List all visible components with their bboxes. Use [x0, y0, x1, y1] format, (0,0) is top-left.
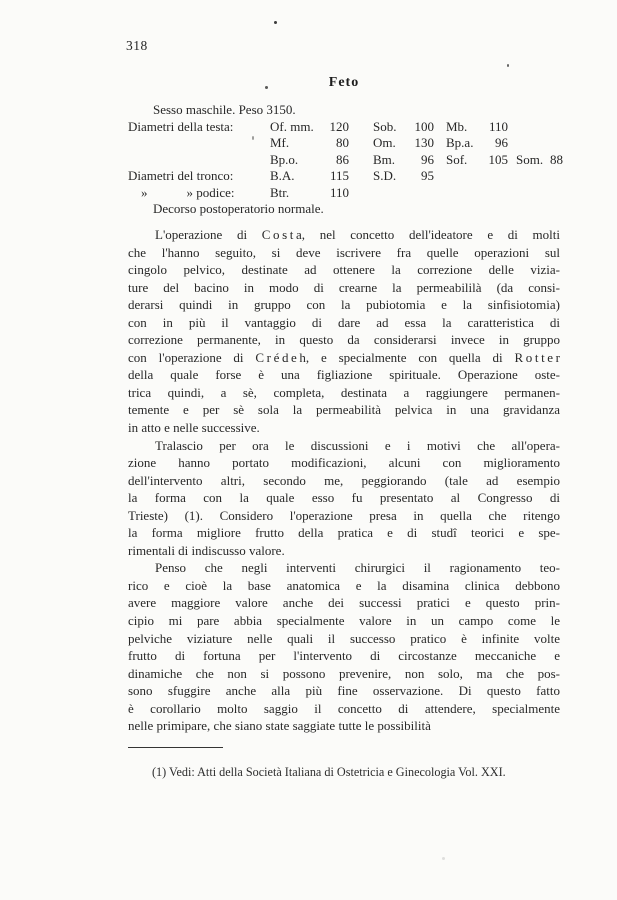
- measurement-cell: 95: [421, 168, 434, 183]
- text-line: è corollario molto saggio il concetto di attendere, specialmente: [128, 700, 560, 716]
- measurement-cell: Bp.o.: [270, 151, 299, 167]
- text-line: ture del bacino in modo di crearne la permeabililà (da consi-: [128, 279, 560, 295]
- measurement-cell: [516, 185, 548, 202]
- case-measurements: [128, 102, 588, 218]
- measurement-cell: Bm.: [373, 151, 396, 167]
- measurement-cell: Diametri del tronco:: [128, 168, 234, 183]
- measurement-cell: 86: [336, 151, 349, 167]
- measurement-cell: [128, 135, 270, 152]
- measurement-cell: 105: [488, 151, 508, 167]
- text-line: dinamiche che non si possono prevenire, non solo, ma che pos-: [128, 665, 560, 681]
- scan-speck: [274, 21, 277, 24]
- measurement-row: [128, 185, 588, 202]
- text-line: derarsi quindi in gruppo con la pubiotomia e la sinfisiotomia): [128, 297, 560, 313]
- measurement-cell: Sof.: [446, 151, 468, 167]
- measurement-cell: 80: [336, 135, 349, 150]
- text-line: la forma migliore frutto della pratica e di studî teorici e spe-: [128, 525, 560, 541]
- measurement-cell: Of. mm.: [270, 118, 314, 134]
- measurement-cell: Mf.: [270, 135, 290, 150]
- measurement-cell: » » podice:: [128, 184, 235, 200]
- measurement-cell: [548, 119, 563, 136]
- paragraph: [128, 226, 560, 437]
- measurement-row: [128, 152, 588, 169]
- footnote-citation: (1) Vedi: Atti della Società Italiana di Ostetricia e Ginecologia Vol. XXI.: [152, 765, 506, 779]
- measurement-cell: [446, 185, 487, 202]
- scan-speck: [507, 64, 509, 67]
- measurement-cell: Bp.a.: [446, 135, 474, 150]
- text-line: dell'intervento altri, secondo me, peggiorando (tale ad esempio: [128, 472, 560, 488]
- text-line: Penso che negli interventi chirurgici il ragionamento teo-: [155, 560, 560, 576]
- text-line: con in più il vantaggio di dare ad essa la caratteristica di: [128, 314, 560, 330]
- footnote-separator-rule: [128, 747, 223, 748]
- paragraph: [128, 559, 560, 734]
- text-line: correzione permanente, in questo da considerarsi invece in gruppo: [128, 332, 560, 348]
- scan-speck: [252, 136, 254, 140]
- text-line: avere maggiore valore anche dei successi pratici e questo prin-: [128, 595, 560, 611]
- measurement-cell: 110: [488, 118, 508, 134]
- text-line: cipio mi pare abbia specialmente valore in un campo come le: [128, 613, 560, 629]
- measurement-cell: 100: [414, 118, 434, 134]
- measurement-row: [128, 119, 588, 136]
- measurement-cell: [516, 135, 548, 152]
- case-outcome-line: Decorso postoperatorio normale.: [153, 201, 324, 216]
- measurement-cell: B.A.: [270, 168, 295, 183]
- text-line: rimentali di indiscusso valore.: [128, 542, 285, 558]
- measurement-cell: [487, 168, 508, 185]
- measurement-cell: [548, 185, 563, 202]
- measurement-cell: [516, 168, 548, 185]
- measurement-cell: [516, 119, 548, 136]
- measurement-row: [128, 135, 588, 152]
- measurement-cell: Btr.: [270, 184, 290, 200]
- text-line: con l'operazione di C r é d e h, e specialmente con quella di R o t t e r: [128, 349, 560, 365]
- measurement-cell: S.D.: [373, 168, 397, 183]
- text-line: trica quindi, a sè, completa, destinata a raggiungere permanen-: [128, 384, 560, 400]
- measurement-cell: 110: [329, 184, 349, 200]
- measurement-cell: Som.: [516, 151, 544, 167]
- text-line: frutto di fortuna per l'intervento di circostanze meccaniche e: [128, 648, 560, 664]
- measurement-cell: [446, 168, 487, 185]
- measurement-cell: Diametri della testa:: [128, 118, 234, 134]
- measurement-cell: [548, 135, 563, 152]
- measurement-row: [128, 168, 588, 185]
- scan-speck: [265, 86, 268, 89]
- measurement-cell: 130: [414, 135, 434, 150]
- measurement-cell: [548, 168, 563, 185]
- page-number: 318: [126, 38, 148, 53]
- measurement-cell: 96: [421, 151, 434, 167]
- text-line: della quale forse è una figliazione spirituale. Operazione oste-: [128, 367, 560, 383]
- text-line: sono sfuggire anche alla più fine osservazione. Di questo fatto: [128, 683, 560, 699]
- text-line: in atto e nelle successive.: [128, 420, 260, 436]
- measurement-cell: Om.: [373, 135, 396, 150]
- text-line: rico e cioè la base anatomica e la disamina clinica debbono: [128, 577, 560, 593]
- measurement-cell: [128, 152, 270, 169]
- measurement-cell: [373, 185, 410, 202]
- text-line: Tralascio per ora le discussioni e i motivi che all'opera-: [155, 437, 560, 453]
- measurement-cell: 120: [329, 118, 349, 134]
- measurement-cell: Mb.: [446, 118, 468, 134]
- text-line: zione hanno portato modificazioni, alcuni con miglioramento: [128, 455, 560, 471]
- body-text: [128, 226, 560, 735]
- measurement-cell: 115: [329, 168, 349, 183]
- text-line: temente e per sè sola la permeabilità pelvica in una gravidanza: [128, 402, 560, 418]
- measurement-cell: 88: [550, 151, 563, 167]
- scan-speck: [442, 857, 445, 860]
- text-line: la forma con la quale esso fu presentato al Congresso di: [128, 490, 560, 506]
- text-line: pelviche viziature nelle quali il successo pratico è infinite volte: [128, 630, 560, 646]
- measurement-cell: [487, 185, 508, 202]
- measurement-cell: 96: [495, 135, 508, 150]
- text-line: L'operazione di C o s t a, nel concetto dell'ideatore e di molti: [155, 227, 560, 242]
- case-intro-line: Sesso maschile. Peso 3150.: [153, 102, 296, 117]
- text-line: Trieste) (1). Considero l'operazione presa in quella che ritengo: [128, 507, 560, 523]
- text-line: che l'hanno seguito, si deve iscrivere fra quelle operazioni sul: [128, 244, 560, 260]
- measurement-cell: Sob.: [373, 118, 397, 134]
- paragraph: [128, 437, 560, 560]
- section-heading: Feto: [328, 75, 360, 90]
- measurement-cell: [410, 185, 434, 202]
- text-line: nelle primipare, che siano state saggiate tutte le possibilità: [128, 718, 431, 734]
- text-line: cingolo pelvico, destinate ad ottenere la correzione delle vizia-: [128, 262, 560, 278]
